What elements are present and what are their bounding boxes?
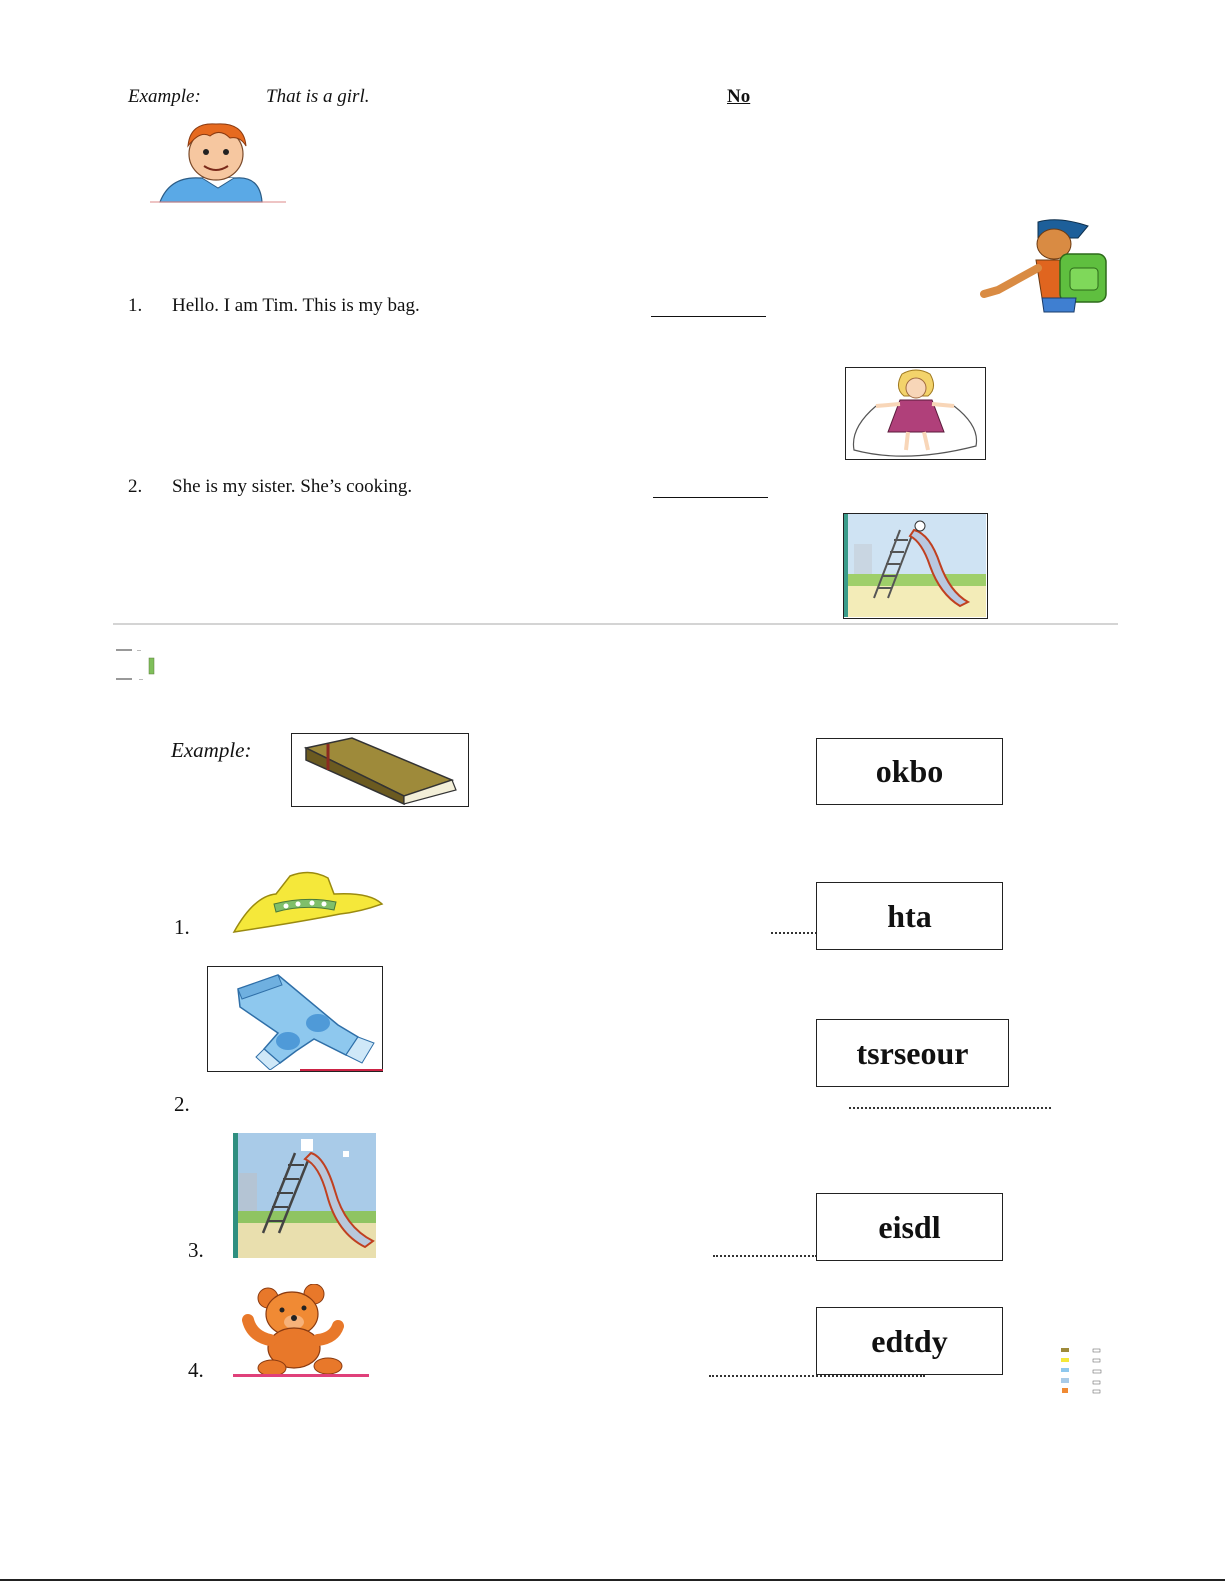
item-number: 3.: [188, 1238, 204, 1262]
underline-decoration: [300, 1069, 383, 1071]
teddy-bear-icon: [242, 1284, 350, 1378]
picture-frame: [207, 966, 383, 1072]
playground-slide-icon: [233, 1133, 376, 1258]
scrambled-word-box: hta: [816, 882, 1003, 950]
picture-frame: [845, 367, 986, 460]
underline-decoration: [233, 1374, 369, 1377]
item-sentence: She is my sister. She’s cooking.: [172, 476, 413, 497]
sun-hat-icon: [230, 866, 384, 936]
thumbnail-icon: [116, 646, 160, 682]
book-icon: [292, 734, 467, 805]
item-sentence: Hello. I am Tim. This is my bag.: [172, 295, 420, 316]
scrambled-word-box: okbo: [816, 738, 1003, 805]
playground-slide-icon: [844, 514, 986, 617]
item-number: 1.: [174, 915, 190, 939]
boy-face-icon: [150, 118, 286, 204]
item-number: 1.: [128, 295, 143, 316]
answer-dotted-line[interactable]: [849, 1107, 1051, 1109]
item-number: 2.: [174, 1092, 190, 1116]
girl-jumping-rope-icon: [846, 368, 984, 458]
section-divider: [113, 623, 1118, 625]
example-sentence: That is a girl.: [266, 86, 370, 107]
item-number: 2.: [128, 476, 143, 497]
item-number: 4.: [188, 1358, 204, 1382]
picture-frame: [843, 513, 988, 619]
page-bottom-border: [0, 1579, 1225, 1581]
schoolboy-backpack-icon: [978, 216, 1112, 314]
picture-frame: [291, 733, 469, 807]
answer-dotted-line[interactable]: [713, 1255, 817, 1257]
jeans-icon: [208, 967, 381, 1070]
answer-dotted-line[interactable]: [709, 1375, 925, 1377]
thumbnail-icon: [1055, 1346, 1105, 1396]
answer-dotted-line[interactable]: [771, 932, 817, 934]
example-label: Example:: [171, 738, 252, 762]
answer-blank[interactable]: [651, 316, 766, 317]
example-label: Example:: [128, 86, 201, 107]
scrambled-word-box: tsrseour: [816, 1019, 1009, 1087]
scrambled-word-box: edtdy: [816, 1307, 1003, 1375]
scrambled-word-box: eisdl: [816, 1193, 1003, 1261]
answer-blank[interactable]: [653, 497, 768, 498]
example-answer: No: [727, 86, 751, 107]
